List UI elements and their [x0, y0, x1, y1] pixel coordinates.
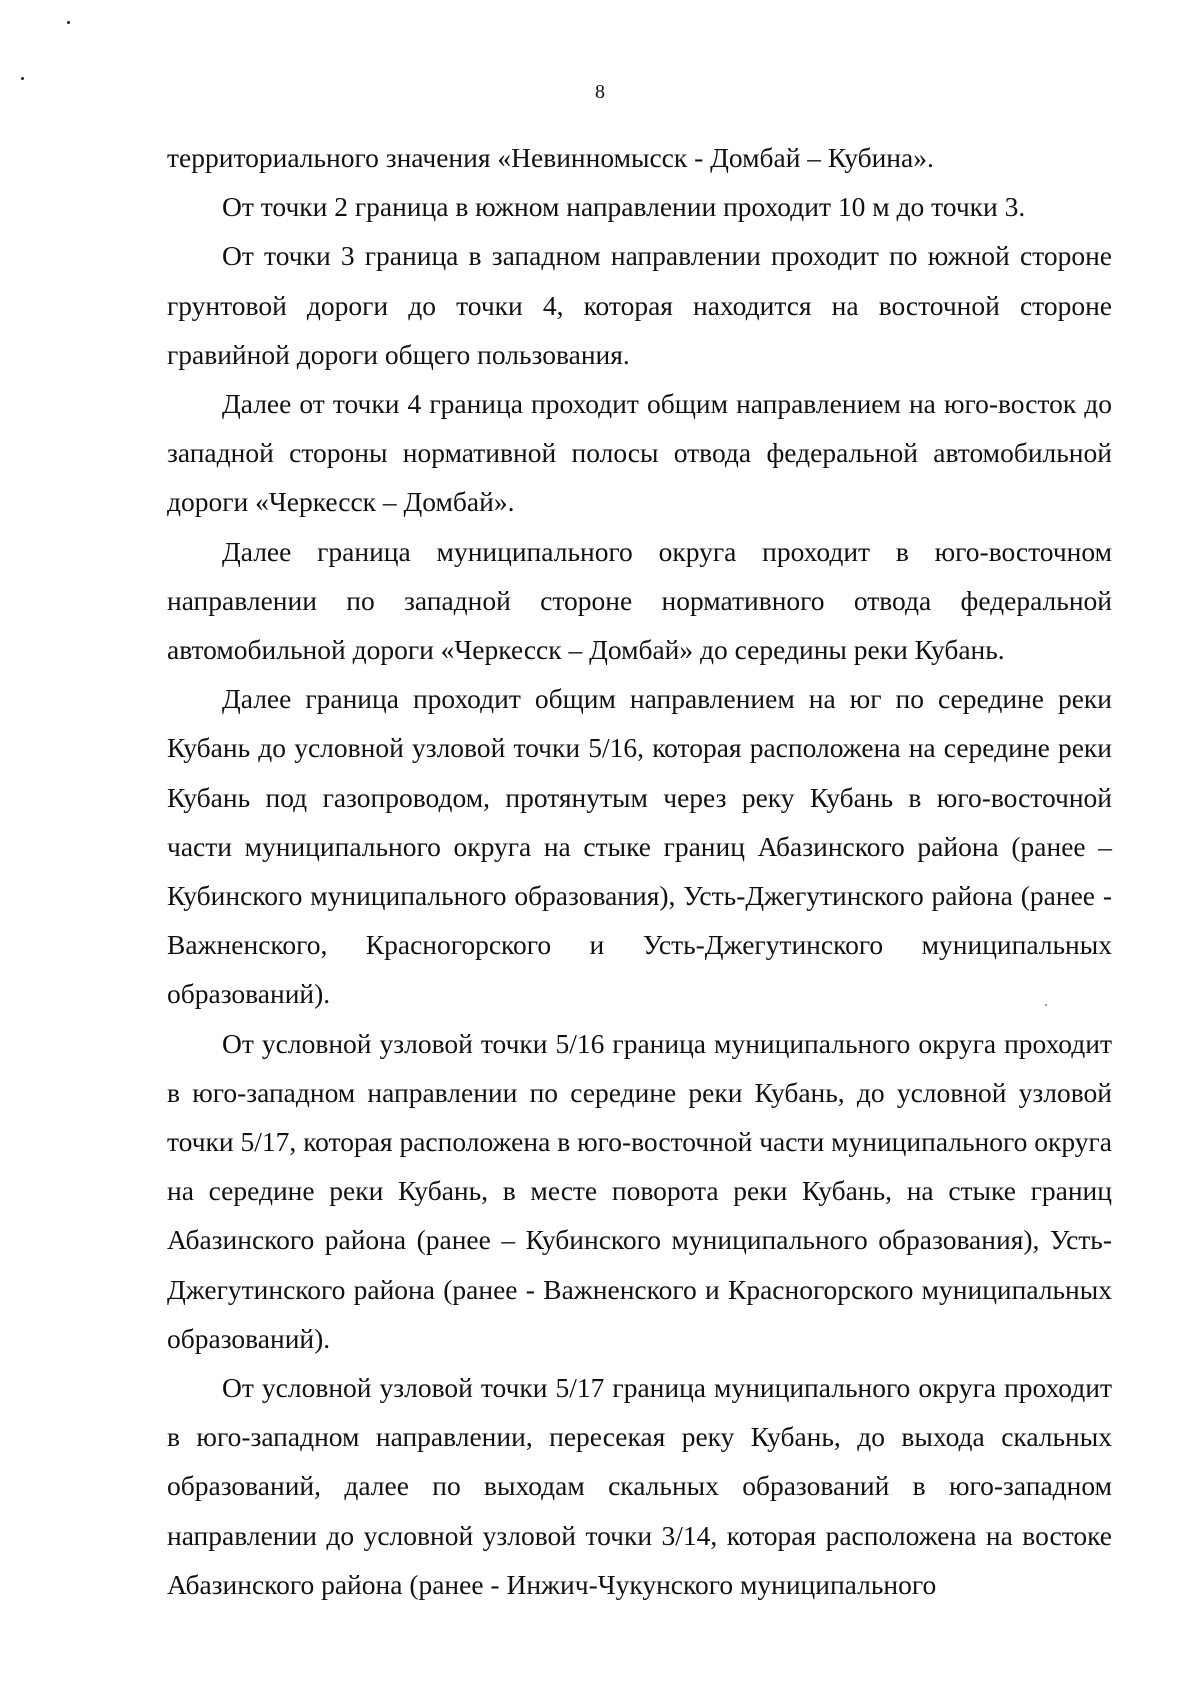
paragraph: От условной узловой точки 5/17 граница муниципального округа проходит в юго-западном направлении, пересекая реку Кубань, до выхода скальных образований, далее по выходам скальных образований в юго-западном направлении до условной узловой точки 3/14, которая расположена на востоке Абазинского района (ранее - Инжич-Чукунского муниципального — [167, 1372, 1112, 1600]
page-number: 8 — [595, 81, 605, 103]
paragraph: От точки 3 граница в западном направлении проходит по южной стороне грунтовой дороги до точки 4, которая находится на восточной стороне гравийной дороги общего пользования. — [167, 240, 1112, 370]
paragraph: Далее от точки 4 граница проходит общим направлением на юго-восток до западной стороны нормативной полосы отвода федеральной автомобильной дороги «Черкесск – Домбай». — [167, 388, 1112, 518]
paragraph: От точки 2 граница в южном направлении проходит 10 м до точки 3. — [222, 191, 1026, 223]
paragraph-continuation: территориального значения «Невинномысск - Домбай – Кубина». — [167, 142, 934, 173]
paragraph: Далее граница муниципального округа проходит в юго-восточном направлении по западной стороне нормативного отвода федеральной автомобильной дороги «Черкесск – Домбай» до середины реки Кубань. — [167, 535, 1112, 666]
paragraph: От условной узловой точки 5/16 граница муниципального округа проходит в юго-западном направлении по середине реки Кубань, до условной узловой точки 5/17, которая расположена в юго-восточной части муниципального округа на середине реки Кубань, в месте поворота реки Кубань, на стыке границ Абазинского района (ранее – Кубинского муниципального образования), Усть-Джегутинского района (ранее - Важненского и Красногорского муниципальных образований). — [167, 1027, 1112, 1354]
paragraph: Далее граница проходит общим направлением на юг по середине реки Кубань до условной узловой точки 5/16, которая расположена на середине реки Кубань под газопроводом, протянутым через реку Кубань в юго-восточной части муниципального округа на стыке границ Абазинского района (ранее – Кубинского муниципального образования), Усть-Джегутинского района (ранее - Важненского, Красногорского и Усть-Джегутинского муниципальных образований). — [167, 683, 1112, 1010]
scan-speck — [67, 21, 70, 24]
document-body — [167, 133, 1112, 1609]
